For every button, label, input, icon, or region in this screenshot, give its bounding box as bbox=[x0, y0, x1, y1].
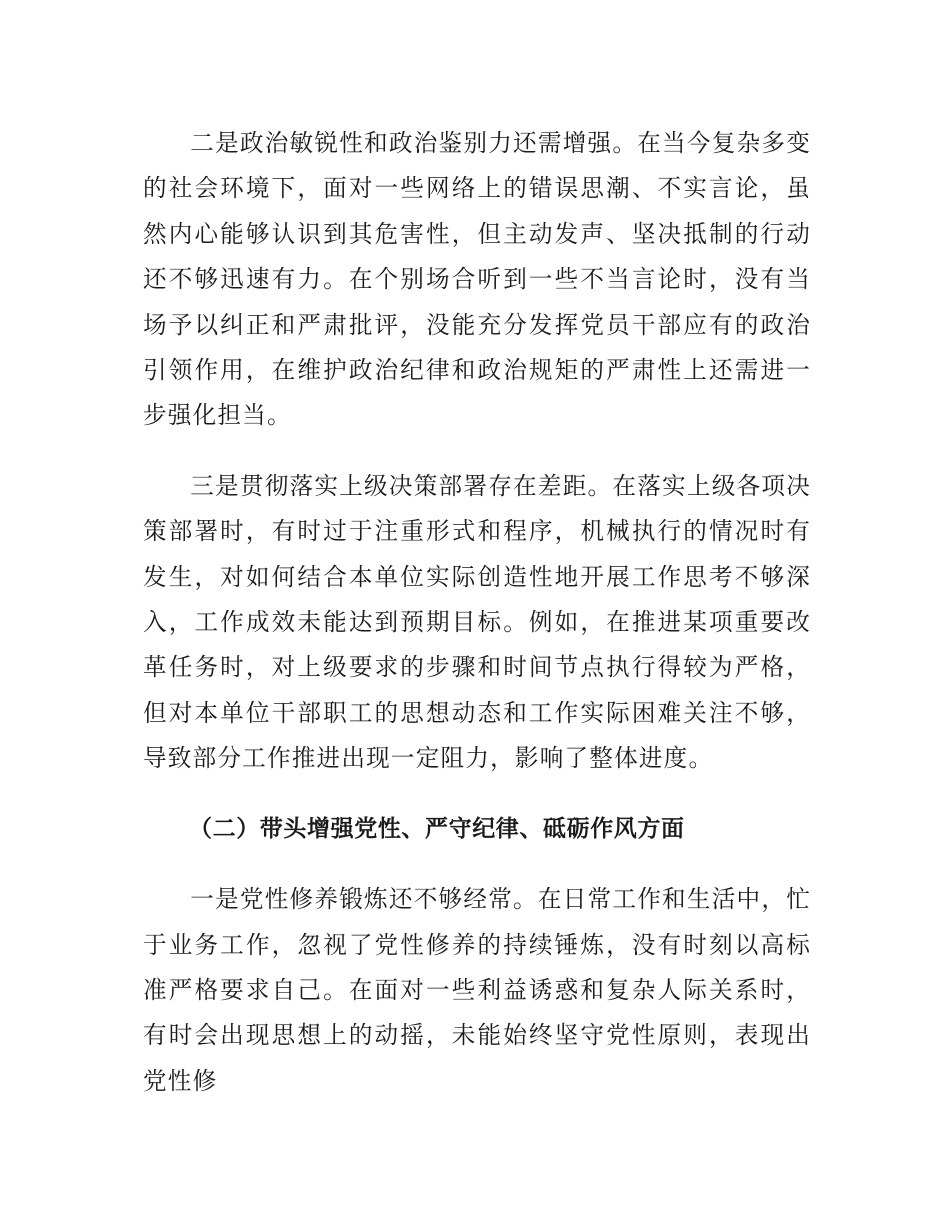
paragraph-political-sensitivity: 二是政治敏锐性和政治鉴别力还需增强。在当今复杂多变的社会环境下，面对一些网络上的错误思潮、不实言论，虽然内心能够认识到其危害性，但主动发声、坚决抵制的行动还不够迅速有力。在个别场合听到一些不当言论时，没有当场予以纠正和严肃批评，没能充分发挥党员干部应有的政治引领作用，在维护政治纪律和政治规矩的严肃性上还需进一步强化担当。 bbox=[143, 129, 811, 430]
paragraph-implementation-gap: 三是贯彻落实上级决策部署存在差距。在落实上级各项决策部署时，有时过于注重形式和程序，机械执行的情况时有发生，对如何结合本单位实际创造性地开展工作思考不够深入，工作成效未能达到预期目标。例如，在推进某项重要改革任务时，对上级要求的步骤和时间节点执行得较为严格，但对本单位干部职工的思想动态和工作实际困难关注不够，导致部分工作推进出现一定阻力，影响了整体进度。 bbox=[143, 471, 811, 773]
section-heading: （二）带头增强党性、严守纪律、砥砺作风方面 bbox=[189, 815, 685, 842]
document-body bbox=[143, 121, 811, 1129]
paragraph-party-spirit: 一是党性修养锻炼还不够经常。在日常工作和生活中，忙于业务工作，忽视了党性修养的持续锤炼，没有时刻以高标准严格要求自己。在面对一些利益诱惑和复杂人际关系时，有时会出现思想上的动摇，未能始终坚守党性原则，表现出党性修 bbox=[143, 885, 811, 1095]
